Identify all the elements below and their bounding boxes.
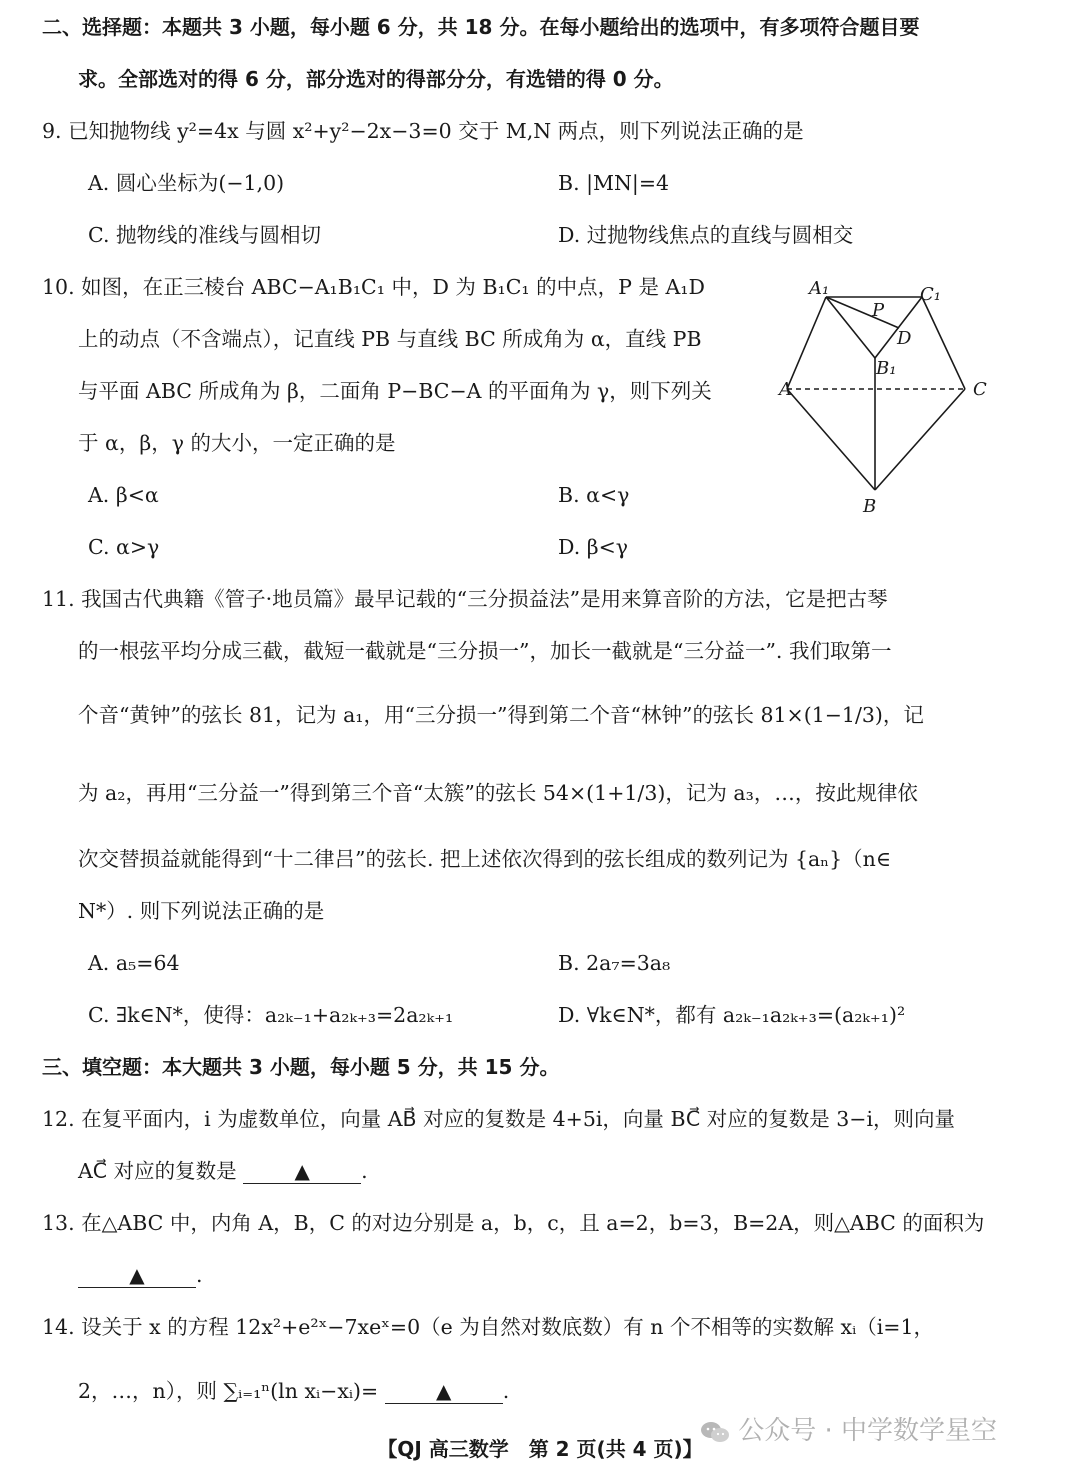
watermark-text: 公众号 · 中学数学星空 bbox=[738, 1416, 998, 1446]
blank-mark-icon: ▲ bbox=[436, 1379, 452, 1403]
q9-option-c: C. 抛物线的准线与圆相切 bbox=[88, 223, 321, 247]
q11-option-d: D. ∀k∈N*，都有 a₂ₖ₋₁a₂ₖ₊₃=(a₂ₖ₊₁)² bbox=[558, 1003, 906, 1027]
q10-option-a: A. β<α bbox=[88, 483, 159, 507]
q11-stem-line5: 次交替损益就能得到“十二律吕”的弦长. 把上述依次得到的弦长组成的数列记为 {aₙ}（n∈ bbox=[78, 847, 892, 871]
q9-option-b: B. |MN|=4 bbox=[558, 171, 670, 195]
q11-stem-line6: N*）. 则下列说法正确的是 bbox=[78, 899, 325, 923]
q10-frustum-figure bbox=[775, 272, 1000, 522]
q10-stem-line1: 10. 如图，在正三棱台 ABC−A₁B₁C₁ 中，D 为 B₁C₁ 的中点，P 是 A₁D bbox=[42, 275, 705, 299]
q12-period: . bbox=[361, 1159, 368, 1183]
q13-answer-blank[interactable] bbox=[78, 1263, 196, 1288]
label-c: C bbox=[973, 379, 987, 400]
section-2-header-line2: 求。全部选对的得 6 分，部分选对的得部分分，有选错的得 0 分。 bbox=[78, 67, 674, 91]
label-c1: C₁ bbox=[920, 284, 941, 305]
q12-stem-line1: 12. 在复平面内，i 为虚数单位，向量 AB⃗ 对应的复数是 4+5i，向量 BC⃗ 对应的复数是 3−i，则向量 bbox=[42, 1107, 956, 1131]
label-a: A bbox=[779, 379, 792, 400]
label-b1: B₁ bbox=[876, 358, 897, 379]
q12-stem-text: AC⃗ 对应的复数是 bbox=[78, 1159, 237, 1183]
q10-option-c: C. α>γ bbox=[88, 535, 160, 559]
q10-option-b: B. α<γ bbox=[558, 483, 630, 507]
edge-a1a bbox=[787, 297, 826, 389]
q12-answer-blank[interactable] bbox=[243, 1159, 361, 1184]
q9-option-d: D. 过抛物线焦点的直线与圆相交 bbox=[558, 223, 854, 247]
segment-a1d bbox=[826, 297, 899, 328]
q14-period: . bbox=[502, 1379, 510, 1403]
q11-option-a: A. a₅=64 bbox=[88, 951, 180, 975]
q11-option-b: B. 2a₇=3a₈ bbox=[558, 951, 671, 975]
q10-stem-line2: 上的动点（不含端点），记直线 PB 与直线 BC 所成角为 α，直线 PB bbox=[78, 327, 702, 351]
edge-a1b1 bbox=[826, 297, 875, 358]
wechat-icon bbox=[700, 1420, 730, 1444]
page-footer: 【QJ 高三数学 第 2 页(共 4 页)】 bbox=[377, 1437, 703, 1461]
edge-ab bbox=[787, 389, 875, 490]
q14-answer-blank[interactable] bbox=[385, 1379, 503, 1404]
q14-stem-line1: 14. 设关于 x 的方程 12x²+e²ˣ−7xeˣ=0（e 为自然对数底数）有 n 个不相等的实数解 xᵢ（i=1， bbox=[42, 1315, 934, 1339]
watermark bbox=[700, 1410, 997, 1447]
edge-c1c bbox=[922, 297, 965, 389]
q10-option-d: D. β<γ bbox=[558, 535, 629, 559]
label-a1: A₁ bbox=[809, 278, 830, 299]
label-d: D bbox=[897, 328, 912, 349]
q11-stem-line3: 个音“黄钟”的弦长 81，记为 a₁，用“三分损一”得到第二个音“林钟”的弦长 81×(1−1/3)，记 bbox=[78, 703, 924, 727]
q10-stem-line3: 与平面 ABC 所成角为 β，二面角 P−BC−A 的平面角为 γ，则下列关 bbox=[78, 379, 712, 403]
q11-stem-line2: 的一根弦平均分成三截，截短一截就是“三分损一”，加长一截就是“三分益一”. 我们取第一 bbox=[78, 639, 892, 663]
section-3-header: 三、填空题：本大题共 3 小题，每小题 5 分，共 15 分。 bbox=[42, 1055, 560, 1079]
blank-mark-icon: ▲ bbox=[129, 1263, 145, 1287]
label-p: P bbox=[872, 300, 885, 321]
q11-stem-line4: 为 a₂，再用“三分益一”得到第三个音“太簇”的弦长 54×(1+1/3)，记为 a₃，…，按此规律依 bbox=[78, 781, 918, 805]
q10-stem-line4: 于 α，β，γ 的大小，一定正确的是 bbox=[78, 431, 396, 455]
q9-stem: 9. 已知抛物线 y²=4x 与圆 x²+y²−2x−3=0 交于 M,N 两点，则下列说法正确的是 bbox=[42, 119, 804, 143]
q14-stem-text: 2，…，n），则 ∑ᵢ₌₁ⁿ(ln xᵢ−xᵢ)= bbox=[78, 1379, 379, 1403]
q12-stem-line2 bbox=[78, 1156, 368, 1186]
q11-option-c: C. ∃k∈N*，使得：a₂ₖ₋₁+a₂ₖ₊₃=2a₂ₖ₊₁ bbox=[88, 1003, 454, 1027]
edge-cb bbox=[875, 389, 965, 490]
section-2-header-line1: 二、选择题：本题共 3 小题，每小题 6 分，共 18 分。在每小题给出的选项中，有多项符合题目要 bbox=[42, 15, 920, 39]
q13-stem-line2 bbox=[78, 1260, 203, 1290]
q14-stem-line2 bbox=[78, 1376, 509, 1406]
label-b: B bbox=[863, 496, 877, 517]
q13-period: . bbox=[196, 1263, 203, 1287]
q11-stem-line1: 11. 我国古代典籍《管子·地员篇》最早记载的“三分损益法”是用来算音阶的方法，它是把古琴 bbox=[42, 587, 888, 611]
blank-mark-icon: ▲ bbox=[294, 1159, 310, 1183]
q13-stem-line1: 13. 在△ABC 中，内角 A，B，C 的对边分别是 a，b，c，且 a=2，b=3，B=2A，则△ABC 的面积为 bbox=[42, 1211, 985, 1235]
q9-option-a: A. 圆心坐标为(−1,0) bbox=[88, 171, 285, 195]
